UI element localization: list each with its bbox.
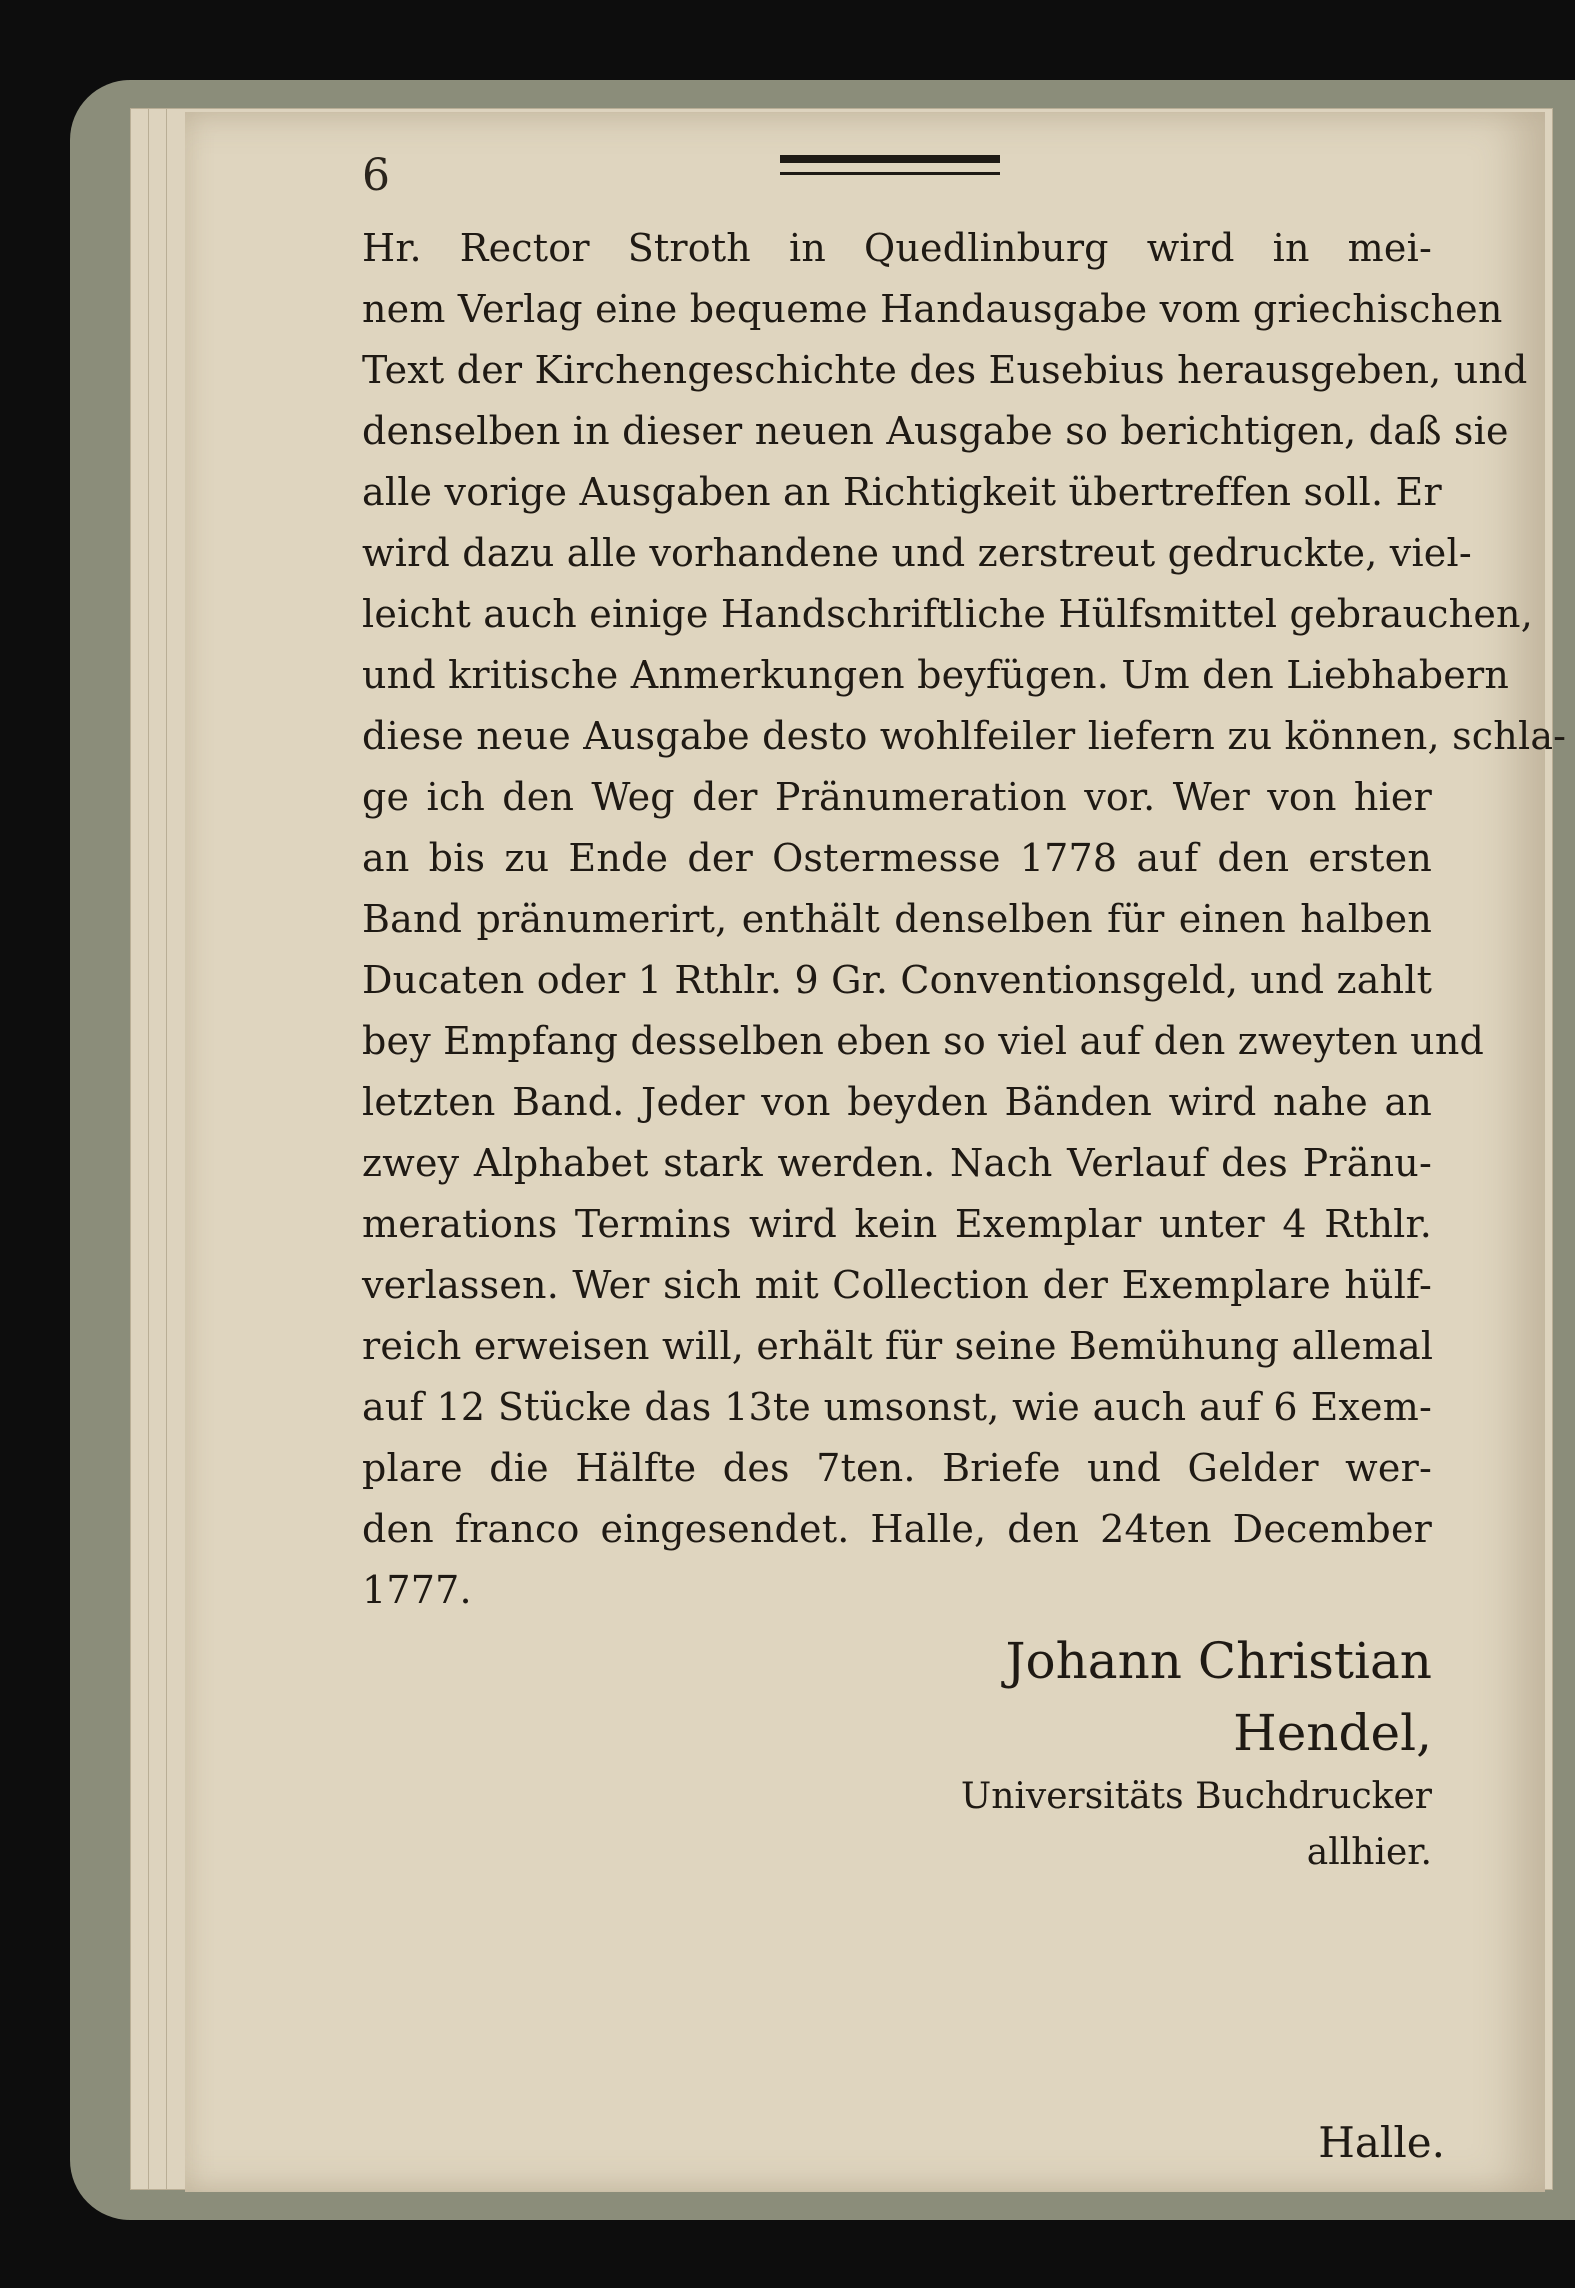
text-line: Text der Kirchengeschichte des Eusebius herausgeben, und	[362, 348, 1528, 392]
text-line: merations Termins wird kein Exemplar unter 4 Rthlr.	[362, 1202, 1432, 1246]
text-line: Hr. Rector Stroth in Quedlinburg wird in mei-	[362, 226, 1432, 270]
text-line: leicht auch einige Handschriftliche Hülfsmittel gebrauchen,	[362, 592, 1533, 636]
text-line: bey Empfang desselben eben so viel auf den zweyten und	[362, 1019, 1485, 1063]
text-line: plare die Hälfte des 7ten. Briefe und Gelder wer-	[362, 1446, 1432, 1490]
text-line: diese neue Ausgabe desto wohlfeiler liefern zu können, schla-	[362, 714, 1567, 758]
header-rule	[780, 155, 1000, 163]
text-line: verlassen. Wer sich mit Collection der Exemplare hülf-	[362, 1263, 1432, 1307]
text-line: zwey Alphabet stark werden. Nach Verlauf des Pränu-	[362, 1141, 1432, 1185]
text-line: auf 12 Stücke das 13te umsonst, wie auch auf 6 Exem-	[362, 1385, 1432, 1429]
text-line: letzten Band. Jeder von beyden Bänden wird nahe an	[362, 1080, 1432, 1124]
text-line: und kritische Anmerkungen beyfügen. Um den Liebhabern	[362, 653, 1510, 697]
signature-name: Johann Christian Hendel,	[1005, 1632, 1432, 1762]
text-line: ge ich den Weg der Pränumeration vor. Wer von hier	[362, 775, 1432, 819]
text-line-date: 1777.	[362, 1568, 472, 1612]
signature-block	[860, 1625, 1432, 1881]
header-rule-thin	[780, 172, 1000, 175]
text-line: Ducaten oder 1 Rthlr. 9 Gr. Conventionsgeld, und zahlt	[362, 958, 1433, 1002]
body-paragraph	[362, 218, 1567, 1621]
text-line: alle vorige Ausgaben an Richtigkeit übertreffen soll. Er	[362, 470, 1442, 514]
text-line: an bis zu Ende der Ostermesse 1778 auf den ersten	[362, 836, 1432, 880]
catchword: Halle.	[1318, 2118, 1445, 2167]
text-line: reich erweisen will, erhält für seine Bemühung allemal	[362, 1324, 1434, 1368]
text-line: denselben in dieser neuen Ausgabe so berichtigen, daß sie	[362, 409, 1509, 453]
text-line: nem Verlag eine bequeme Handausgabe vom griechischen	[362, 287, 1503, 331]
signature-title: Universitäts Buchdrucker allhier.	[960, 1776, 1432, 1873]
page-number: 6	[362, 150, 390, 201]
text-line: wird dazu alle vorhandene und zerstreut gedruckte, viel-	[362, 531, 1472, 575]
text-line: den franco eingesendet. Halle, den 24ten December	[362, 1507, 1432, 1551]
text-line: Band pränumerirt, enthält denselben für einen halben	[362, 897, 1432, 941]
